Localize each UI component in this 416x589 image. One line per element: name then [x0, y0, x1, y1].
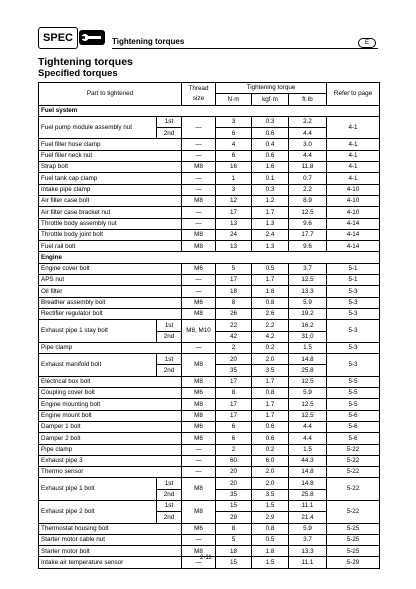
thread-size: M8 — [182, 162, 216, 173]
torque-ftlb: 17.7 — [289, 229, 327, 240]
header-ftlb: ft·lb — [289, 94, 327, 105]
thread-size: M8 — [182, 410, 216, 421]
table-row — [39, 376, 380, 387]
torque-kgfm: 0.6 — [252, 433, 289, 444]
refer-page: 5-5 — [327, 399, 380, 410]
spec-badge: SPEC — [38, 27, 78, 49]
torque-ftlb: 44.3 — [289, 455, 327, 466]
torque-nm: 13 — [216, 218, 252, 229]
header-refer: Refer to page — [327, 83, 380, 106]
torque-nm: 29 — [216, 512, 252, 523]
part-name: Pipe clamp — [39, 342, 182, 353]
part-name: Engine cover bolt — [39, 263, 182, 274]
torque-kgfm: 0.2 — [252, 342, 289, 353]
torque-kgfm: 1.8 — [252, 286, 289, 297]
refer-page: 5-1 — [327, 275, 380, 286]
part-name: Throttle body joint bolt — [39, 229, 182, 240]
torque-nm: 15 — [216, 557, 252, 568]
part-name: Exhaust pipe 2 bolt — [39, 500, 157, 523]
torque-kgfm: 2.2 — [252, 320, 289, 331]
refer-page: 4-1 — [327, 150, 380, 161]
torque-ftlb: 25.8 — [289, 365, 327, 376]
torque-nm: 42 — [216, 331, 252, 342]
thread-size: M8 — [182, 500, 216, 523]
table-row — [39, 116, 380, 127]
torque-kgfm: 2.0 — [252, 467, 289, 478]
torque-table-body — [39, 105, 380, 568]
torque-nm: 24 — [216, 229, 252, 240]
torque-kgfm: 0.8 — [252, 388, 289, 399]
torque-kgfm: 0.6 — [252, 128, 289, 139]
table-row — [39, 354, 380, 365]
torque-nm: 17 — [216, 410, 252, 421]
torque-kgfm: 1.3 — [252, 218, 289, 229]
refer-page: 4-10 — [327, 207, 380, 218]
torque-ftlb: 1.5 — [289, 444, 327, 455]
torque-nm: 17 — [216, 275, 252, 286]
thread-size: M6 — [182, 297, 216, 308]
torque-ftlb: 31.0 — [289, 331, 327, 342]
torque-nm: 18 — [216, 286, 252, 297]
table-row — [39, 523, 380, 534]
torque-nm: 5 — [216, 534, 252, 545]
section-heading: Engine — [39, 252, 380, 263]
torque-ftlb: 12.5 — [289, 399, 327, 410]
thread-size: — — [182, 139, 216, 150]
torque-nm: 17 — [216, 399, 252, 410]
torque-kgfm: 0.6 — [252, 150, 289, 161]
part-name: Fuel rail bolt — [39, 241, 182, 252]
thread-size: M8 — [182, 308, 216, 319]
torque-ftlb: 12.5 — [289, 275, 327, 286]
header-torque: Tightening torque — [216, 83, 327, 94]
part-name: APS nut — [39, 275, 182, 286]
table-row — [39, 444, 380, 455]
part-name: Exhaust pipe 1 stay bolt — [39, 320, 157, 343]
torque-kgfm: 0.3 — [252, 116, 289, 127]
table-row — [39, 286, 380, 297]
table-row — [39, 410, 380, 421]
part-name: Rectifier regulator bolt — [39, 308, 182, 319]
refer-page: 5-25 — [327, 534, 380, 545]
part-name: Air filter case bolt — [39, 195, 182, 206]
torque-nm: 22 — [216, 320, 252, 331]
refer-page: 5-1 — [327, 263, 380, 274]
torque-nm: 6 — [216, 421, 252, 432]
section-heading: Fuel system — [39, 105, 380, 116]
thread-size: — — [182, 286, 216, 297]
thread-size: — — [182, 218, 216, 229]
torque-ftlb: 2.2 — [289, 184, 327, 195]
part-name: Throttle body assembly nut — [39, 218, 182, 229]
thread-size: M8 — [182, 354, 216, 377]
torque-nm: 20 — [216, 354, 252, 365]
torque-kgfm: 6.0 — [252, 455, 289, 466]
torque-ftlb: 2.2 — [289, 116, 327, 127]
table-row — [39, 320, 380, 331]
torque-nm: 5 — [216, 263, 252, 274]
refer-page: 5-3 — [327, 320, 380, 343]
language-badge: E — [358, 38, 376, 48]
torque-ftlb: 4.4 — [289, 128, 327, 139]
torque-table — [38, 82, 380, 569]
header-divider — [112, 48, 378, 49]
thread-size: M6 — [182, 523, 216, 534]
torque-ftlb: 9.6 — [289, 218, 327, 229]
refer-page: 4-1 — [327, 139, 380, 150]
torque-kgfm: 0.5 — [252, 263, 289, 274]
step-label: 2nd — [157, 365, 182, 376]
torque-kgfm: 1.7 — [252, 207, 289, 218]
page-title: Tightening torques — [38, 56, 133, 68]
thread-size: M8 — [182, 399, 216, 410]
thread-size: — — [182, 455, 216, 466]
header-kgfm: kgf·m — [252, 94, 289, 105]
torque-ftlb: 5.9 — [289, 523, 327, 534]
thread-size: M6 — [182, 263, 216, 274]
part-name: Damper 2 bolt — [39, 433, 182, 444]
torque-kgfm: 1.5 — [252, 557, 289, 568]
part-name: Thermo sensor — [39, 467, 182, 478]
thread-size: — — [182, 467, 216, 478]
refer-page: 5-22 — [327, 478, 380, 501]
part-name: Intake pipe clamp — [39, 184, 182, 195]
table-row — [39, 500, 380, 511]
table-row — [39, 173, 380, 184]
table-row — [39, 162, 380, 173]
torque-nm: 35 — [216, 489, 252, 500]
page-header — [38, 27, 378, 49]
thread-size: M8 — [182, 229, 216, 240]
thread-size: — — [182, 275, 216, 286]
thread-size: M8 — [182, 546, 216, 557]
step-label: 2nd — [157, 489, 182, 500]
torque-kgfm: 4.2 — [252, 331, 289, 342]
torque-ftlb: 19.2 — [289, 308, 327, 319]
part-name: Intake air temperature sensor — [39, 557, 182, 568]
torque-nm: 2 — [216, 444, 252, 455]
thread-size: — — [182, 207, 216, 218]
torque-ftlb: 4.4 — [289, 150, 327, 161]
table-row — [39, 263, 380, 274]
torque-nm: 8 — [216, 297, 252, 308]
torque-ftlb: 25.8 — [289, 489, 327, 500]
torque-kgfm: 0.3 — [252, 184, 289, 195]
table-row — [39, 308, 380, 319]
header-thread: Thread size — [182, 83, 216, 106]
torque-nm: 35 — [216, 365, 252, 376]
torque-ftlb: 5.9 — [289, 297, 327, 308]
part-name: Engine mount bolt — [39, 410, 182, 421]
table-row — [39, 207, 380, 218]
refer-page: 5-3 — [327, 286, 380, 297]
thread-size: — — [182, 173, 216, 184]
torque-ftlb: 12.5 — [289, 410, 327, 421]
torque-ftlb: 9.6 — [289, 241, 327, 252]
refer-page: 5-25 — [327, 546, 380, 557]
torque-nm: 8 — [216, 388, 252, 399]
part-name: Starter motor cable nut — [39, 534, 182, 545]
part-name: Exhaust pipe 3 — [39, 455, 182, 466]
torque-ftlb: 13.3 — [289, 546, 327, 557]
step-label: 1st — [157, 354, 182, 365]
torque-ftlb: 16.2 — [289, 320, 327, 331]
torque-ftlb: 12.5 — [289, 207, 327, 218]
table-row — [39, 467, 380, 478]
torque-nm: 6 — [216, 150, 252, 161]
torque-nm: 2 — [216, 342, 252, 353]
thread-size: M8 — [182, 376, 216, 387]
torque-kgfm: 0.8 — [252, 523, 289, 534]
table-row — [39, 184, 380, 195]
refer-page: 4-10 — [327, 195, 380, 206]
table-row — [39, 218, 380, 229]
thread-size: — — [182, 116, 216, 139]
thread-size: — — [182, 184, 216, 195]
step-label: 2nd — [157, 331, 182, 342]
torque-ftlb: 14.8 — [289, 354, 327, 365]
part-name: Fuel filler neck nut — [39, 150, 182, 161]
part-name: Breather assembly bolt — [39, 297, 182, 308]
torque-nm: 3 — [216, 184, 252, 195]
torque-nm: 6 — [216, 128, 252, 139]
page-number: 2-11 — [200, 555, 212, 561]
refer-page: 5-3 — [327, 308, 380, 319]
refer-page: 5-3 — [327, 297, 380, 308]
part-name: Pipe clamp — [39, 444, 182, 455]
table-row — [39, 534, 380, 545]
thread-size: M8 — [182, 195, 216, 206]
torque-kgfm: 1.3 — [252, 241, 289, 252]
thread-size: M8, M10 — [182, 320, 216, 343]
torque-ftlb: 5.9 — [289, 388, 327, 399]
refer-page: 4-1 — [327, 173, 380, 184]
table-row — [39, 229, 380, 240]
step-label: 1st — [157, 320, 182, 331]
refer-page: 5-22 — [327, 455, 380, 466]
table-row — [39, 241, 380, 252]
refer-page: 4-1 — [327, 116, 380, 139]
part-name: Fuel pump module assembly nut — [39, 116, 157, 139]
torque-ftlb: 4.4 — [289, 433, 327, 444]
table-row — [39, 297, 380, 308]
table-row — [39, 195, 380, 206]
torque-kgfm: 1.7 — [252, 275, 289, 286]
torque-kgfm: 0.4 — [252, 139, 289, 150]
torque-nm: 60 — [216, 455, 252, 466]
part-name: Engine mounting bolt — [39, 399, 182, 410]
torque-ftlb: 8.9 — [289, 195, 327, 206]
part-name: Fuel filler hose clamp — [39, 139, 182, 150]
refer-page: 5-6 — [327, 421, 380, 432]
thread-size: M6 — [182, 421, 216, 432]
table-row — [39, 478, 380, 489]
thread-size: — — [182, 342, 216, 353]
refer-page: 5-29 — [327, 557, 380, 568]
wrench-icon — [79, 30, 105, 45]
part-name: Air filter case bracket nut — [39, 207, 182, 218]
thread-size: — — [182, 150, 216, 161]
step-label: 2nd — [157, 512, 182, 523]
torque-ftlb: 14.8 — [289, 467, 327, 478]
torque-kgfm: 0.6 — [252, 421, 289, 432]
table-row — [39, 455, 380, 466]
torque-ftlb: 13.3 — [289, 286, 327, 297]
torque-ftlb: 11.1 — [289, 557, 327, 568]
torque-kgfm: 1.5 — [252, 500, 289, 511]
torque-kgfm: 1.7 — [252, 376, 289, 387]
header-nm: N·m — [216, 94, 252, 105]
table-row — [39, 388, 380, 399]
step-label: 1st — [157, 478, 182, 489]
refer-page: 4-1 — [327, 162, 380, 173]
step-label: 2nd — [157, 128, 182, 139]
torque-nm: 15 — [216, 500, 252, 511]
torque-nm: 8 — [216, 523, 252, 534]
refer-page: 4-14 — [327, 218, 380, 229]
table-row — [39, 275, 380, 286]
torque-nm: 18 — [216, 546, 252, 557]
refer-page: 5-22 — [327, 500, 380, 523]
torque-kgfm: 0.1 — [252, 173, 289, 184]
torque-kgfm: 2.0 — [252, 478, 289, 489]
section-row — [39, 105, 380, 116]
thread-size: — — [182, 534, 216, 545]
part-name: Oil filter — [39, 286, 182, 297]
torque-nm: 17 — [216, 376, 252, 387]
torque-nm: 20 — [216, 467, 252, 478]
table-row — [39, 150, 380, 161]
refer-page: 5-22 — [327, 444, 380, 455]
part-name: Fuel tank cap clamp — [39, 173, 182, 184]
refer-page: 5-6 — [327, 410, 380, 421]
torque-kgfm: 1.7 — [252, 410, 289, 421]
step-label: 1st — [157, 500, 182, 511]
torque-ftlb: 14.8 — [289, 478, 327, 489]
refer-page: 5-25 — [327, 523, 380, 534]
torque-kgfm: 0.8 — [252, 297, 289, 308]
refer-page: 5-5 — [327, 376, 380, 387]
part-name: Thermostat housing bolt — [39, 523, 182, 534]
torque-kgfm: 2.9 — [252, 512, 289, 523]
torque-ftlb: 3.7 — [289, 534, 327, 545]
torque-nm: 26 — [216, 308, 252, 319]
refer-page: 4-14 — [327, 241, 380, 252]
torque-ftlb: 3.0 — [289, 139, 327, 150]
torque-ftlb: 11.1 — [289, 500, 327, 511]
torque-kgfm: 0.2 — [252, 444, 289, 455]
torque-kgfm: 1.6 — [252, 162, 289, 173]
torque-nm: 1 — [216, 173, 252, 184]
part-name: Exhaust pipe 1 bolt — [39, 478, 157, 501]
part-name: Damper 1 bolt — [39, 421, 182, 432]
torque-ftlb: 0.7 — [289, 173, 327, 184]
part-name: Exhaust manifold bolt — [39, 354, 157, 377]
torque-ftlb: 1.5 — [289, 342, 327, 353]
section-title: Tightening torques — [112, 37, 185, 46]
table-row — [39, 399, 380, 410]
torque-nm: 6 — [216, 433, 252, 444]
header-part: Part to tightened — [39, 83, 182, 106]
refer-page: 5-3 — [327, 342, 380, 353]
torque-kgfm: 1.8 — [252, 546, 289, 557]
thread-size: — — [182, 557, 216, 568]
torque-ftlb: 12.5 — [289, 376, 327, 387]
torque-kgfm: 1.2 — [252, 195, 289, 206]
part-name: Starter motor bolt — [39, 546, 182, 557]
refer-page: 4-10 — [327, 184, 380, 195]
torque-kgfm: 3.5 — [252, 365, 289, 376]
refer-page: 5-5 — [327, 388, 380, 399]
thread-size: M6 — [182, 433, 216, 444]
refer-page: 5-6 — [327, 433, 380, 444]
part-name: Strap bolt — [39, 162, 182, 173]
torque-nm: 16 — [216, 162, 252, 173]
table-row — [39, 433, 380, 444]
torque-nm: 4 — [216, 139, 252, 150]
step-label: 1st — [157, 116, 182, 127]
refer-page: 5-22 — [327, 467, 380, 478]
section-row — [39, 252, 380, 263]
torque-ftlb: 4.4 — [289, 421, 327, 432]
torque-nm: 13 — [216, 241, 252, 252]
torque-nm: 20 — [216, 478, 252, 489]
thread-size: — — [182, 444, 216, 455]
torque-ftlb: 3.7 — [289, 263, 327, 274]
torque-nm: 17 — [216, 207, 252, 218]
refer-page: 4-14 — [327, 229, 380, 240]
torque-ftlb: 11.8 — [289, 162, 327, 173]
thread-size: M8 — [182, 478, 216, 501]
table-row — [39, 342, 380, 353]
torque-kgfm: 0.5 — [252, 534, 289, 545]
torque-nm: 3 — [216, 116, 252, 127]
torque-kgfm: 1.7 — [252, 399, 289, 410]
torque-ftlb: 21.4 — [289, 512, 327, 523]
torque-kgfm: 2.0 — [252, 354, 289, 365]
thread-size: M6 — [182, 388, 216, 399]
torque-kgfm: 3.5 — [252, 489, 289, 500]
part-name: Coupling cover bolt — [39, 388, 182, 399]
torque-kgfm: 2.6 — [252, 308, 289, 319]
torque-kgfm: 2.4 — [252, 229, 289, 240]
page-subtitle: Specified torques — [38, 68, 118, 79]
table-row — [39, 421, 380, 432]
table-row — [39, 139, 380, 150]
torque-nm: 12 — [216, 195, 252, 206]
refer-page: 5-3 — [327, 354, 380, 377]
thread-size: M8 — [182, 241, 216, 252]
part-name: Electrical box bolt — [39, 376, 182, 387]
